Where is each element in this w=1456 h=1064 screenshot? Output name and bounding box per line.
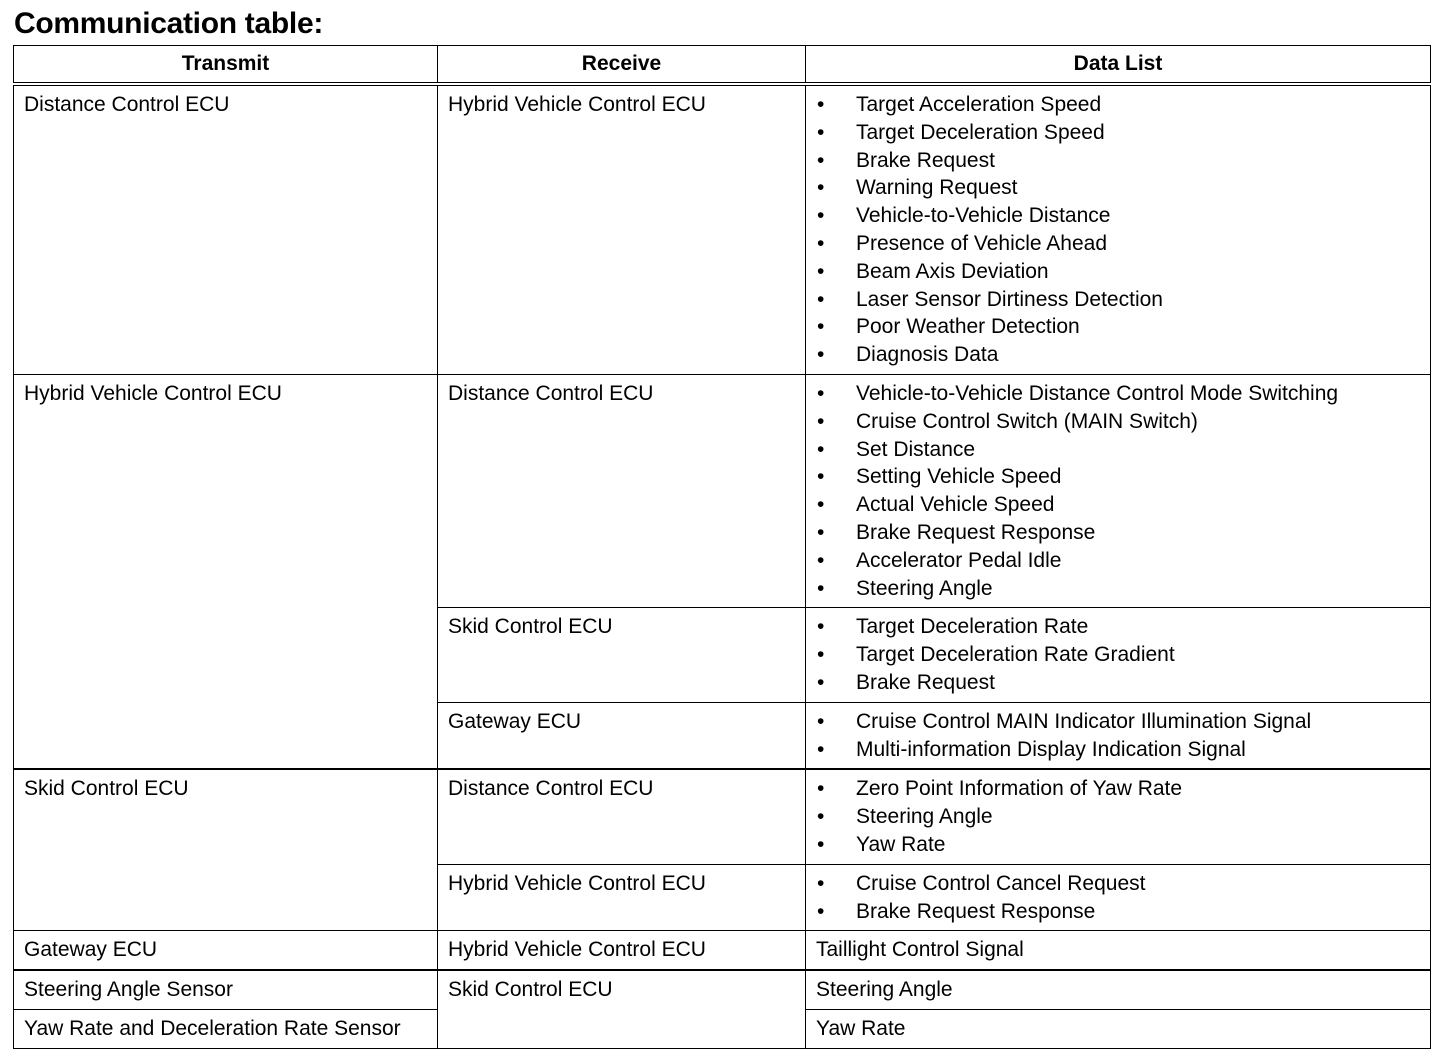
table-row: [14, 970, 1431, 1009]
list-item: • Warning Request: [817, 176, 1018, 200]
data-list-cell: [806, 702, 1431, 769]
list-item: • Presence of Vehicle Ahead: [817, 231, 1108, 255]
data-list-cell: Steering Angle: [806, 970, 1431, 1009]
data-list-cell: [806, 769, 1431, 864]
receive-cell: Hybrid Vehicle Control ECU: [438, 84, 806, 374]
receive-cell: Gateway ECU: [438, 702, 806, 769]
list-item: • Laser Sensor Dirtiness Detection: [817, 287, 1163, 311]
data-list: [806, 86, 1430, 374]
transmit-cell: Gateway ECU: [14, 931, 438, 970]
data-list-cell: Yaw Rate: [806, 1009, 1431, 1048]
list-item: • Brake Request Response: [817, 520, 1096, 544]
data-list-cell: [806, 608, 1431, 702]
column-header-transmit: Transmit: [14, 46, 438, 85]
list-item: • Target Deceleration Rate Gradient: [817, 643, 1175, 667]
list-item: • Steering Angle: [817, 576, 993, 600]
transmit-cell: Yaw Rate and Deceleration Rate Sensor: [14, 1009, 438, 1048]
list-item: • Diagnosis Data: [817, 343, 999, 367]
list-item: • Target Deceleration Speed: [817, 120, 1105, 144]
list-item: • Set Distance: [817, 437, 976, 461]
list-item: • Brake Request Response: [817, 899, 1096, 923]
list-item: • Accelerator Pedal Idle: [817, 548, 1062, 572]
receive-cell: Skid Control ECU: [438, 970, 806, 1048]
table-row: [14, 931, 1431, 970]
header-row: [14, 46, 1431, 85]
page-title: Communication table:: [14, 7, 324, 40]
list-item: • Zero Point Information of Yaw Rate: [817, 777, 1183, 801]
list-item: • Vehicle-to-Vehicle Distance: [817, 204, 1111, 228]
column-header-receive: Receive: [438, 46, 806, 85]
data-list: [806, 703, 1430, 769]
data-list: [806, 608, 1430, 701]
receive-cell: Hybrid Vehicle Control ECU: [438, 864, 806, 931]
data-list-cell: [806, 374, 1431, 607]
table-row: [14, 84, 1431, 374]
data-list-cell: [806, 864, 1431, 931]
transmit-cell: Skid Control ECU: [14, 769, 438, 930]
list-item: • Steering Angle: [817, 805, 993, 829]
list-item: • Cruise Control MAIN Indicator Illumination Signal: [817, 709, 1312, 733]
data-list: [806, 770, 1430, 863]
list-item: • Target Acceleration Speed: [817, 93, 1102, 116]
list-item: • Brake Request: [817, 670, 995, 694]
data-list: [806, 865, 1430, 931]
table-row: [14, 374, 1431, 607]
list-item: • Cruise Control Switch (MAIN Switch): [817, 409, 1198, 433]
list-item: • Yaw Rate: [817, 832, 946, 856]
list-item: • Cruise Control Cancel Request: [817, 871, 1146, 895]
list-item: • Actual Vehicle Speed: [817, 493, 1055, 517]
data-list: [806, 375, 1430, 607]
list-item: • Multi-information Display Indication Signal: [817, 737, 1246, 761]
list-item: • Vehicle-to-Vehicle Distance Control Mode Switching: [817, 381, 1339, 405]
receive-cell: Skid Control ECU: [438, 608, 806, 702]
receive-cell: Distance Control ECU: [438, 769, 806, 864]
transmit-cell: Hybrid Vehicle Control ECU: [14, 374, 438, 769]
list-item: • Beam Axis Deviation: [817, 259, 1049, 283]
list-item: • Poor Weather Detection: [817, 315, 1080, 339]
transmit-cell: Steering Angle Sensor: [14, 970, 438, 1009]
list-item: • Target Deceleration Rate: [817, 615, 1089, 639]
receive-cell: Distance Control ECU: [438, 374, 806, 607]
communication-table: [13, 45, 1431, 1049]
column-header-data-list: Data List: [806, 46, 1431, 85]
receive-cell: Hybrid Vehicle Control ECU: [438, 931, 806, 970]
data-list-cell: Taillight Control Signal: [806, 931, 1431, 970]
table-row: [14, 769, 1431, 864]
list-item: • Brake Request: [817, 148, 995, 172]
list-item: • Setting Vehicle Speed: [817, 465, 1062, 489]
transmit-cell: Distance Control ECU: [14, 84, 438, 374]
data-list-cell: [806, 84, 1431, 374]
